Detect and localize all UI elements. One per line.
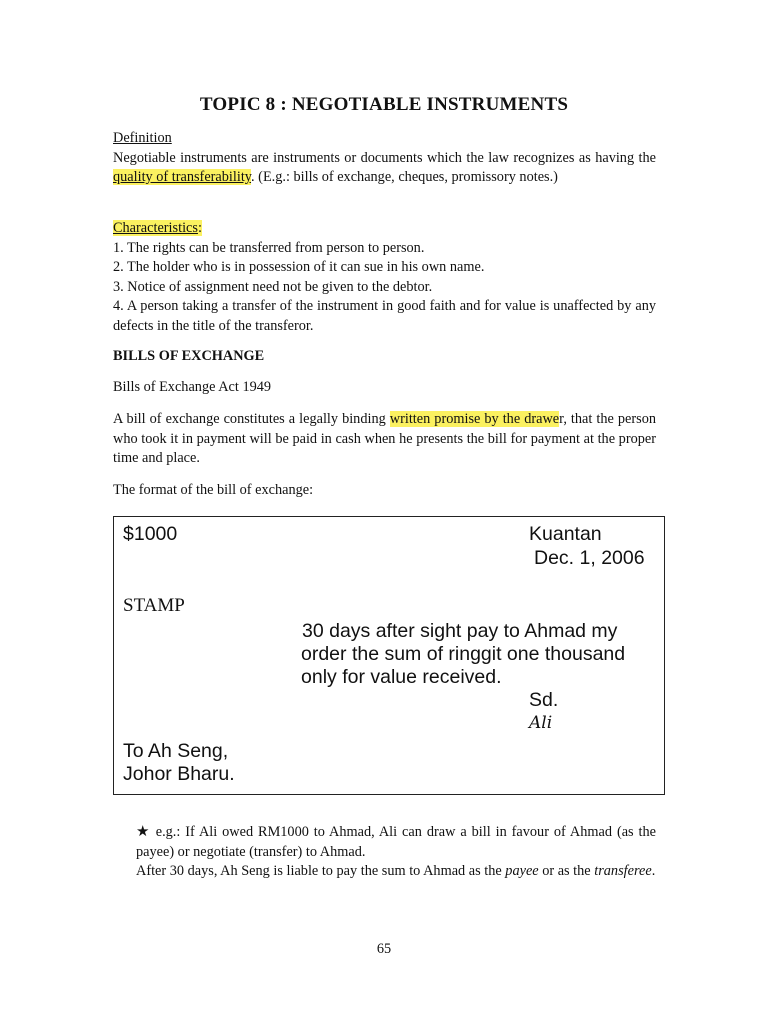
characteristic-item: 2. The holder who is in possession of it can sue in his own name. bbox=[113, 259, 485, 275]
characteristic-item: 1. The rights can be transferred from person to person. bbox=[113, 239, 425, 256]
note-line-2-a: After 30 days, Ah Seng is liable to pay the sum to Ahmad as the bbox=[136, 863, 506, 879]
bill-signature: Ali bbox=[529, 713, 553, 733]
example-note bbox=[136, 823, 656, 882]
star-icon: ★ bbox=[136, 824, 151, 840]
bills-para-highlight: written promise by the drawe bbox=[389, 411, 560, 427]
definition-text bbox=[113, 149, 656, 188]
bills-heading: BILLS OF EXCHANGE bbox=[113, 348, 265, 364]
bill-body-line: order the sum of ringgit one thousand bbox=[301, 643, 626, 665]
bill-of-exchange-box bbox=[113, 516, 665, 795]
definition-text-b: . (E.g.: bills of exchange, cheques, promissory notes.) bbox=[251, 169, 558, 185]
note-line-2 bbox=[136, 862, 656, 882]
note-line-1 bbox=[136, 823, 656, 862]
characteristic-item: 4. A person taking a transfer of the instrument in good faith and for value is unaffected by any defects in the title of the transferor. bbox=[113, 298, 656, 334]
bills-act: Bills of Exchange Act 1949 bbox=[113, 379, 272, 395]
bill-to-line: To Ah Seng, bbox=[123, 740, 229, 762]
characteristic-item: 3. Notice of assignment need not be given to the debtor. bbox=[113, 278, 433, 295]
bill-body-line: only for value received. bbox=[301, 666, 502, 688]
characteristics-heading-colon: : bbox=[197, 220, 202, 236]
definition-section bbox=[113, 129, 656, 188]
note-line-1-text: e.g.: If Ali owed RM1000 to Ahmad, Ali can draw a bill in favour of Ahmad (as the payee) or negotiate (transfer) to Ahmad. bbox=[136, 824, 657, 860]
page-title: TOPIC 8 : NEGOTIABLE INSTRUMENTS bbox=[199, 94, 569, 115]
definition-text-a: Negotiable instruments are instruments or documents which the law recognizes as having the bbox=[113, 149, 656, 166]
bill-stamp: STAMP bbox=[123, 595, 185, 616]
note-line-2-b: or as the bbox=[538, 863, 595, 879]
definition-highlight: quality of transferability bbox=[113, 169, 252, 185]
bill-place: Kuantan bbox=[529, 523, 602, 545]
characteristics-section bbox=[113, 219, 656, 336]
bills-format-intro: The format of the bill of exchange: bbox=[113, 482, 314, 498]
note-payee: payee bbox=[505, 863, 539, 879]
bill-date: Dec. 1, 2006 bbox=[534, 547, 645, 569]
note-transferee: transferee bbox=[594, 863, 652, 879]
bills-para-b: r, that the person who took it in payment will be paid in cash when he presents the bill for payment at the proper time and place. bbox=[113, 411, 656, 466]
bill-to-line: Johor Bharu. bbox=[123, 763, 235, 785]
bill-amount: $1000 bbox=[123, 523, 178, 545]
definition-heading: Definition bbox=[113, 130, 172, 146]
bills-para-a: A bill of exchange constitutes a legally binding bbox=[113, 411, 390, 427]
bill-body-line: 30 days after sight pay to Ahmad my bbox=[302, 620, 618, 642]
page-number: 65 bbox=[376, 941, 392, 957]
bill-sd: Sd. bbox=[529, 689, 559, 711]
characteristics-heading bbox=[113, 219, 656, 239]
characteristics-heading-text: Characteristics bbox=[113, 220, 198, 236]
bills-paragraph bbox=[113, 410, 656, 469]
note-line-2-end: . bbox=[651, 863, 656, 879]
